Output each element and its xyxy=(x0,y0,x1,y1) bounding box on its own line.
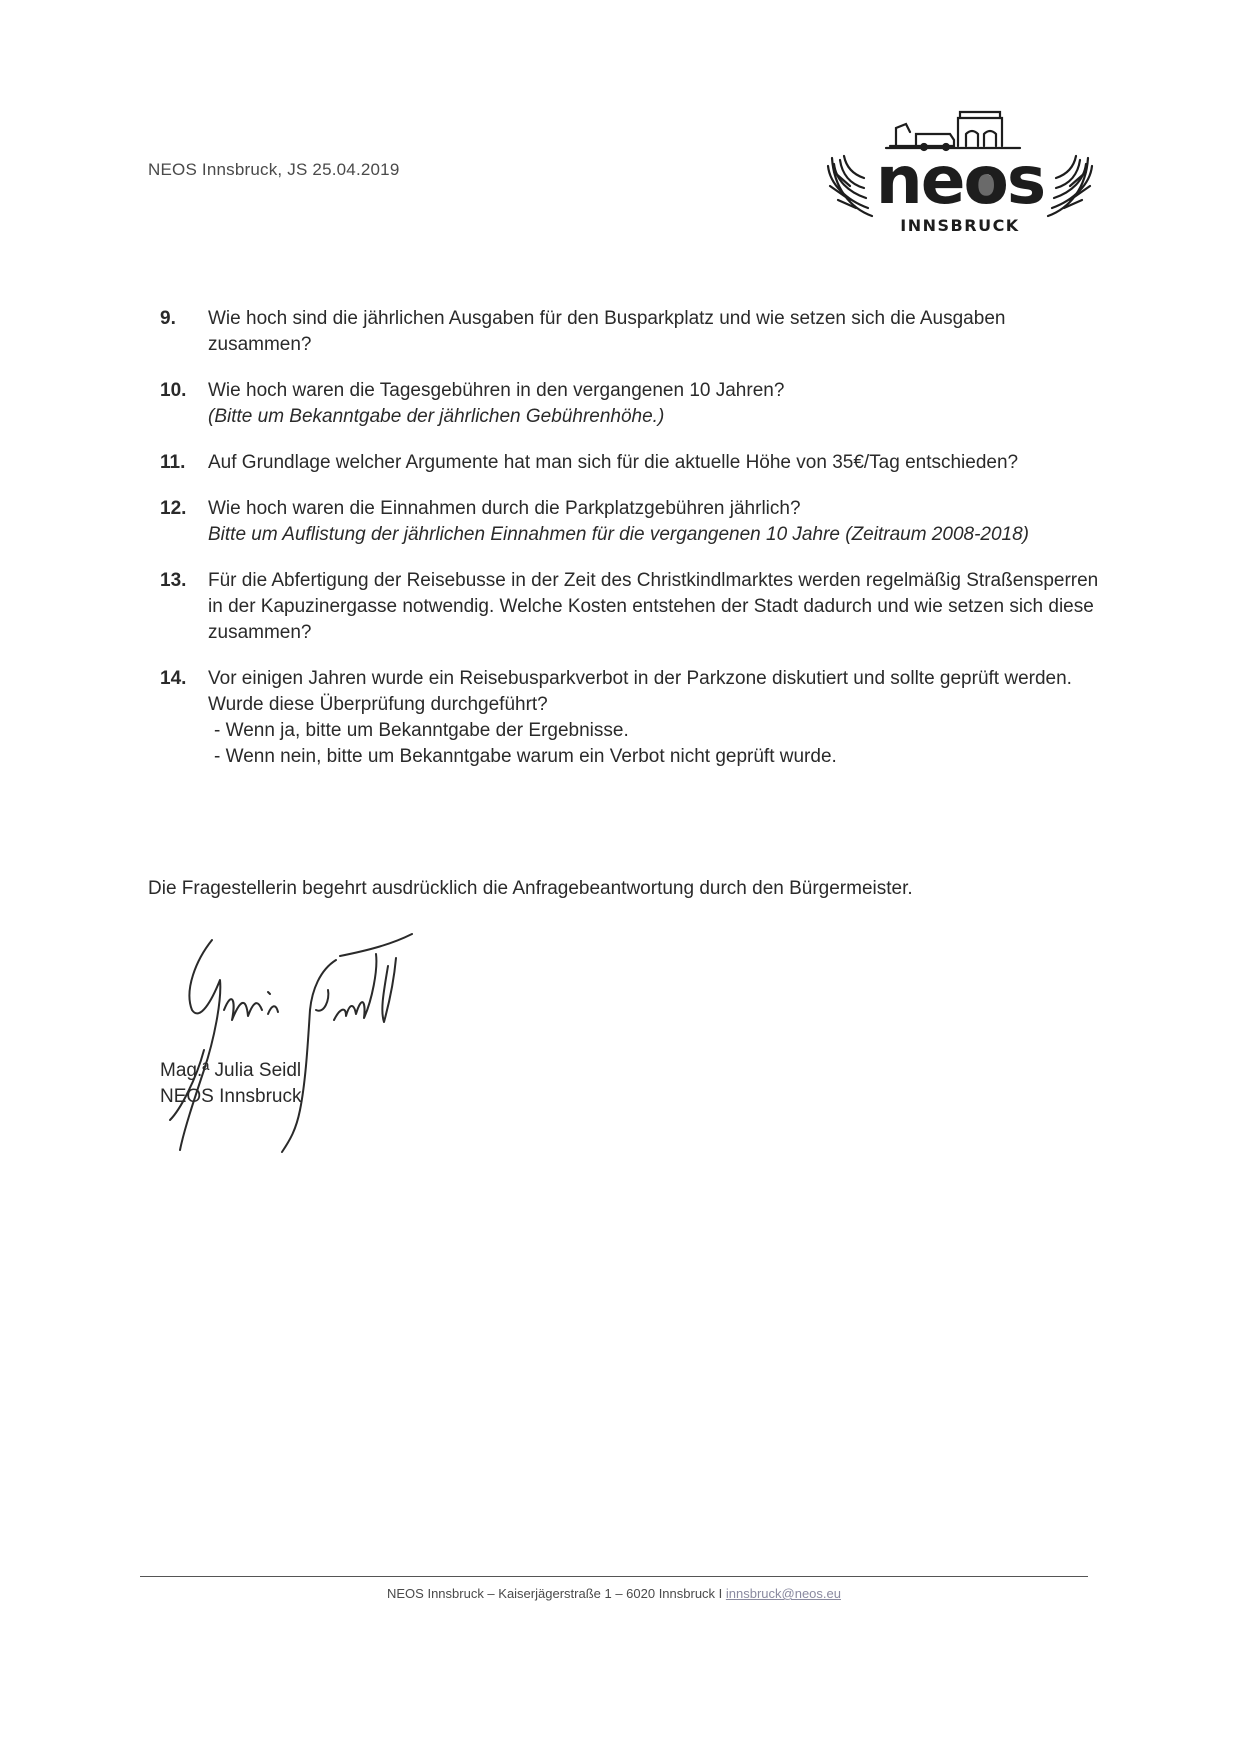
question-text: Auf Grundlage welcher Argumente hat man sich für die aktuelle Höhe von 35€/Tag entschieden? xyxy=(208,452,1019,473)
question-item xyxy=(160,306,1100,358)
question-text: Wie hoch waren die Einnahmen durch die Parkplatzgebühren jährlich? xyxy=(208,498,801,519)
question-number: 10. xyxy=(160,380,187,401)
question-list xyxy=(160,306,1100,790)
closing-statement: Die Fragestellerin begehrt ausdrücklich die Anfragebeantwortung durch den Bürgermeister. xyxy=(148,878,913,899)
question-number: 12. xyxy=(160,498,187,519)
question-text: Wie hoch sind die jährlichen Ausgaben für den Busparkplatz und wie setzen sich die Ausgaben zusammen? xyxy=(208,308,1006,355)
question-item xyxy=(160,378,1100,430)
question-text: Für die Abfertigung der Reisebusse in der Zeit des Christkindlmarktes werden regelmäßig Straßensperren in der Kapuzinergasse notwendig. Welche Kosten entstehen der Stadt dadurch und wie setzen sich diese zusammen? xyxy=(208,570,1099,643)
logo-city: INNSBRUCK xyxy=(900,216,1020,235)
question-bullet: - Wenn nein, bitte um Bekanntgabe warum ein Verbot nicht geprüft wurde. xyxy=(214,746,837,767)
footer-address: NEOS Innsbruck – Kaiserjägerstraße 1 – 6020 Innsbruck I xyxy=(387,1586,726,1601)
question-item xyxy=(160,568,1100,646)
question-text: Wie hoch waren die Tagesgebühren in den vergangenen 10 Jahren? xyxy=(208,380,785,401)
footer-email-link[interactable]: innsbruck@neos.eu xyxy=(725,1586,841,1601)
footer-divider xyxy=(140,1576,1088,1577)
footer xyxy=(140,1586,1088,1601)
question-item xyxy=(160,450,1100,476)
question-text: Vor einigen Jahren wurde ein Reisebusparkverbot in der Parkzone diskutiert und sollte geprüft werden. Wurde diese Überprüfung durchgeführt? xyxy=(208,668,1072,715)
question-number: 14. xyxy=(160,668,187,689)
neos-logo xyxy=(820,108,1100,238)
question-number: 13. xyxy=(160,570,187,591)
header-line: NEOS Innsbruck, JS 25.04.2019 xyxy=(148,160,400,179)
question-bullet: - Wenn ja, bitte um Bekanntgabe der Ergebnisse. xyxy=(214,720,629,741)
handwritten-signature xyxy=(140,930,520,1160)
question-item xyxy=(160,666,1100,770)
question-number: 11. xyxy=(160,452,186,473)
question-item xyxy=(160,496,1100,548)
question-note: (Bitte um Bekanntgabe der jährlichen Gebührenhöhe.) xyxy=(208,406,665,427)
question-note: Bitte um Auflistung der jährlichen Einnahmen für die vergangenen 10 Jahre (Zeitraum 2008-2018) xyxy=(208,524,1029,545)
signatory-name: Mag.ª Julia Seidl xyxy=(160,1060,302,1081)
logo-wordmark: neos xyxy=(875,142,1045,219)
signatory-party: NEOS Innsbruck xyxy=(160,1086,302,1107)
question-number: 9. xyxy=(160,308,176,329)
